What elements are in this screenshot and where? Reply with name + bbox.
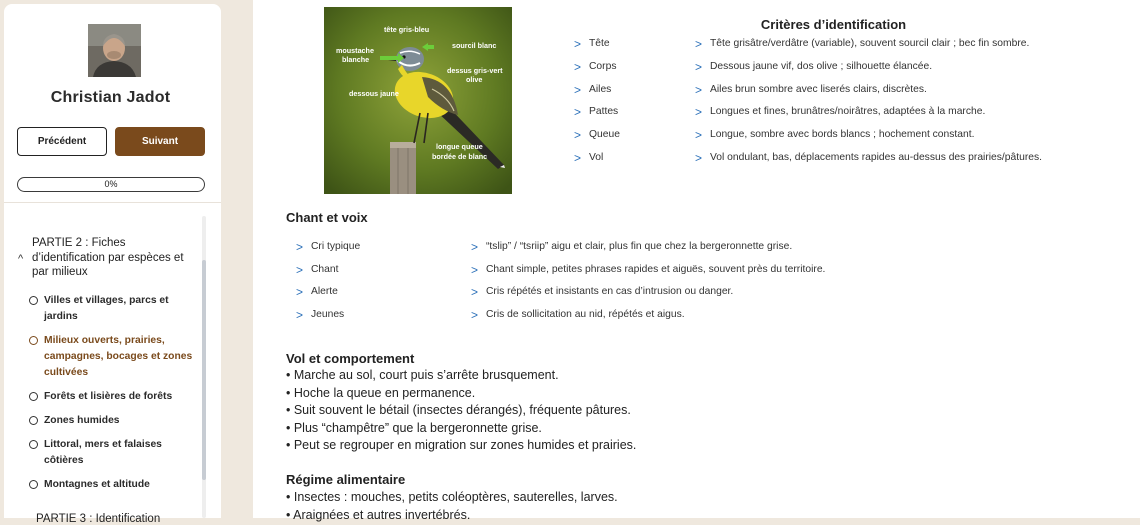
chant-row <box>296 240 896 256</box>
list-item: • Plus “champêtre” que la bergeronnette grise. <box>286 420 542 435</box>
list-item: • Insectes : mouches, petits coléoptères, sauterelles, larves. <box>286 490 618 504</box>
circle-icon <box>29 416 38 425</box>
chevron-up-icon: ^ <box>18 253 24 265</box>
next-section-title[interactable]: PARTIE 3 : Identification <box>36 513 161 525</box>
chant-label: Jeunes <box>311 309 345 320</box>
sidebar-divider <box>4 202 221 203</box>
chant-row <box>296 263 896 279</box>
lesson-item[interactable] <box>29 389 199 405</box>
chevron-right-icon: > <box>296 263 304 277</box>
chevron-right-icon: > <box>695 83 703 97</box>
chant-label: Alerte <box>311 286 338 297</box>
chevron-right-icon: > <box>296 285 304 299</box>
list-item: • Marche au sol, court puis s’arrête brusquement. <box>286 368 559 382</box>
criteria-desc: Ailes brun sombre avec liserés clairs, discrètes. <box>710 84 927 95</box>
label-queue-2: bordée de blanc <box>432 152 488 161</box>
lesson-label: Montagnes et altitude <box>44 479 150 490</box>
criteria-desc: Dessous jaune vif, dos olive ; silhouette élancée. <box>710 61 933 72</box>
list-item: • Araignées et autres invertébrés. <box>286 507 471 522</box>
chevron-right-icon: > <box>695 60 703 74</box>
list-item: • Peut se regrouper en migration sur zones humides et prairies. <box>286 438 637 452</box>
sidebar-scrollbar[interactable] <box>202 260 206 480</box>
list-item: • Suit souvent le bétail (insectes dérangés), fréquente pâtures. <box>286 403 631 417</box>
chant-label: Cri typique <box>311 241 361 252</box>
criteria-label: Vol <box>589 152 604 163</box>
bird-illustration <box>324 7 512 194</box>
criteria-row <box>574 60 1134 76</box>
circle-icon <box>29 392 38 401</box>
vol-title: Vol et comportement <box>286 351 415 366</box>
criteria-label: Queue <box>589 129 620 140</box>
criteria-label: Tête <box>589 38 610 49</box>
lesson-label: Villes et villages, parcs et jardins <box>44 295 169 322</box>
lesson-label: Zones humides <box>44 415 120 426</box>
chevron-right-icon: > <box>574 37 582 51</box>
criteria-label: Corps <box>589 61 617 72</box>
chevron-right-icon: > <box>695 37 703 51</box>
section-title: PARTIE 2 : Fiches d’identification par espèces et par milieux <box>32 237 184 278</box>
label-dos-2: olive <box>466 75 483 84</box>
circle-icon <box>29 440 38 449</box>
criteria-title: Critères d’identification <box>760 17 907 32</box>
chevron-right-icon: > <box>695 151 703 165</box>
vol-list <box>286 367 636 455</box>
chevron-right-icon: > <box>574 60 582 74</box>
label-tete: tête gris-bleu <box>384 25 430 34</box>
lesson-item[interactable] <box>29 413 199 429</box>
chevron-right-icon: > <box>471 263 479 277</box>
chant-desc: “tslip” / “tsriip” aigu et clair, plus fin que chez la bergeronnette grise. <box>486 241 793 252</box>
lesson-item[interactable] <box>29 293 199 325</box>
chevron-right-icon: > <box>471 285 479 299</box>
chant-desc: Chant simple, petites phrases rapides et aiguës, souvent près du territoire. <box>486 264 826 275</box>
label-dessous: dessous jaune <box>349 89 399 98</box>
chevron-right-icon: > <box>574 128 582 142</box>
chant-row <box>296 308 896 324</box>
label-sourcil: sourcil blanc <box>452 41 497 50</box>
sidebar <box>4 4 221 525</box>
label-moustache-2: blanche <box>342 55 370 64</box>
chevron-right-icon: > <box>296 240 304 254</box>
criteria-row <box>574 37 1134 53</box>
chant-row <box>296 285 896 301</box>
chevron-right-icon: > <box>574 83 582 97</box>
user-name: Christian Jadot <box>50 89 171 106</box>
regime-list <box>286 489 618 524</box>
chevron-right-icon: > <box>471 308 479 322</box>
criteria-row <box>574 105 1134 121</box>
chevron-right-icon: > <box>574 151 582 165</box>
label-dos: dessus gris-vert <box>447 66 503 75</box>
chevron-right-icon: > <box>471 240 479 254</box>
lesson-label: Milieux ouverts, prairies, campagnes, bocages et zones cultivées <box>44 335 193 378</box>
regime-title: Régime alimentaire <box>286 472 406 487</box>
chant-label: Chant <box>311 264 339 275</box>
next-button[interactable]: Suivant <box>115 127 205 156</box>
label-moustache: moustache <box>336 46 374 55</box>
chant-desc: Cris répétés et insistants en cas d’intrusion ou danger. <box>486 286 734 297</box>
criteria-desc: Vol ondulant, bas, déplacements rapides au-dessus des prairies/pâtures. <box>710 152 1042 163</box>
progress-bar <box>17 177 205 192</box>
list-item: • Hoche la queue en permanence. <box>286 385 476 400</box>
criteria-desc: Longue, sombre avec bords blancs ; hochement constant. <box>710 129 975 140</box>
lesson-item[interactable] <box>29 477 199 493</box>
criteria-label: Ailes <box>589 84 612 95</box>
chant-desc: Cris de sollicitation au nid, répétés et aigus. <box>486 309 685 320</box>
avatar <box>88 24 141 77</box>
circle-icon <box>29 336 38 345</box>
circle-icon <box>29 480 38 489</box>
chevron-right-icon: > <box>695 128 703 142</box>
chevron-right-icon: > <box>296 308 304 322</box>
main-content <box>253 0 1140 522</box>
lesson-item[interactable] <box>29 437 199 469</box>
lesson-item-active[interactable] <box>29 333 199 381</box>
chevron-right-icon: > <box>574 105 582 119</box>
circle-icon <box>29 296 38 305</box>
criteria-row <box>574 83 1134 99</box>
criteria-desc: Longues et fines, brunâtres/noirâtres, adaptées à la marche. <box>710 106 986 117</box>
section-header[interactable] <box>18 236 193 280</box>
progress-label: 0% <box>104 179 118 189</box>
label-queue: longue queue <box>436 142 483 151</box>
criteria-row <box>574 128 1134 144</box>
chevron-right-icon: > <box>695 105 703 119</box>
lesson-label: Forêts et lisières de forêts <box>44 391 173 402</box>
lesson-label: Littoral, mers et falaises côtières <box>44 439 162 466</box>
criteria-row <box>574 151 1134 167</box>
criteria-label: Pattes <box>589 106 619 117</box>
chant-title: Chant et voix <box>286 210 368 225</box>
previous-button[interactable]: Précédent <box>17 127 107 156</box>
criteria-desc: Tête grisâtre/verdâtre (variable), souvent sourcil clair ; bec fin sombre. <box>710 38 1030 49</box>
